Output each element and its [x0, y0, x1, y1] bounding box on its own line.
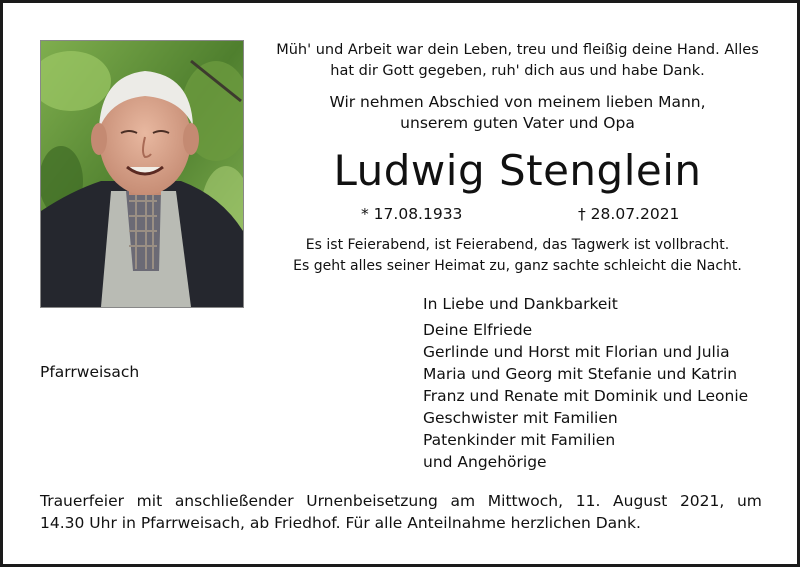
funeral-info: [40, 490, 762, 534]
mourner-line: Geschwister mit Familien: [423, 409, 618, 427]
portrait-photo: [40, 40, 244, 308]
deceased-name: Ludwig Stenglein: [333, 146, 702, 195]
mourner-line: Maria und Georg mit Stefanie und Katrin: [423, 365, 738, 383]
funeral-info-word: Trauerfeier: [40, 492, 125, 510]
mourner-line: Gerlinde und Horst mit Florian und Julia: [423, 343, 730, 361]
motto-line-1: Müh' und Arbeit war dein Leben, treu und fleißig deine Hand. Alles: [276, 42, 759, 58]
poem-line-1: Es ist Feierabend, ist Feierabend, das Tagwerk ist vollbracht.: [305, 237, 730, 253]
motto-verse: [265, 40, 770, 82]
death-date: † 28.07.2021: [578, 205, 680, 223]
poem-verse: [265, 235, 770, 277]
place-name: Pfarrweisach: [40, 363, 140, 381]
motto-line-2: hat dir Gott gegeben, ruh' dich aus und habe Dank.: [330, 63, 705, 79]
portrait-icon: [41, 41, 243, 307]
birth-date: * 17.08.1933: [361, 205, 463, 223]
funeral-info-line-1: [40, 490, 762, 512]
funeral-info-word: Urnenbeisetzung: [306, 492, 438, 510]
farewell-line-1: Wir nehmen Abschied von meinem lieben Mann,: [329, 93, 706, 111]
mourners-list: [423, 293, 783, 473]
farewell-text: [265, 92, 770, 134]
mourner-line: Deine Elfriede: [423, 321, 533, 339]
funeral-info-word: 11.: [575, 492, 601, 510]
funeral-info-word: Mittwoch,: [487, 492, 564, 510]
farewell-line-2: unserem guten Vater und Opa: [400, 114, 635, 132]
mourner-line: Patenkinder mit Familien: [423, 431, 616, 449]
funeral-info-word: August: [613, 492, 668, 510]
funeral-info-word: am: [450, 492, 476, 510]
funeral-info-line-2: 14.30 Uhr in Pfarrweisach, ab Friedhof. Für alle Anteilnahme herzlichen Dank.: [40, 514, 641, 532]
mourners-intro: In Liebe und Dankbarkeit: [423, 295, 618, 313]
mourner-line: und Angehörige: [423, 453, 547, 471]
funeral-info-word: 2021,: [679, 492, 725, 510]
funeral-info-word: um: [736, 492, 762, 510]
funeral-info-word: mit: [136, 492, 163, 510]
mourner-line: Franz und Renate mit Dominik und Leonie: [423, 387, 749, 405]
funeral-info-word: anschließender: [174, 492, 294, 510]
poem-line-2: Es geht alles seiner Heimat zu, ganz sachte schleicht die Nacht.: [293, 258, 742, 274]
